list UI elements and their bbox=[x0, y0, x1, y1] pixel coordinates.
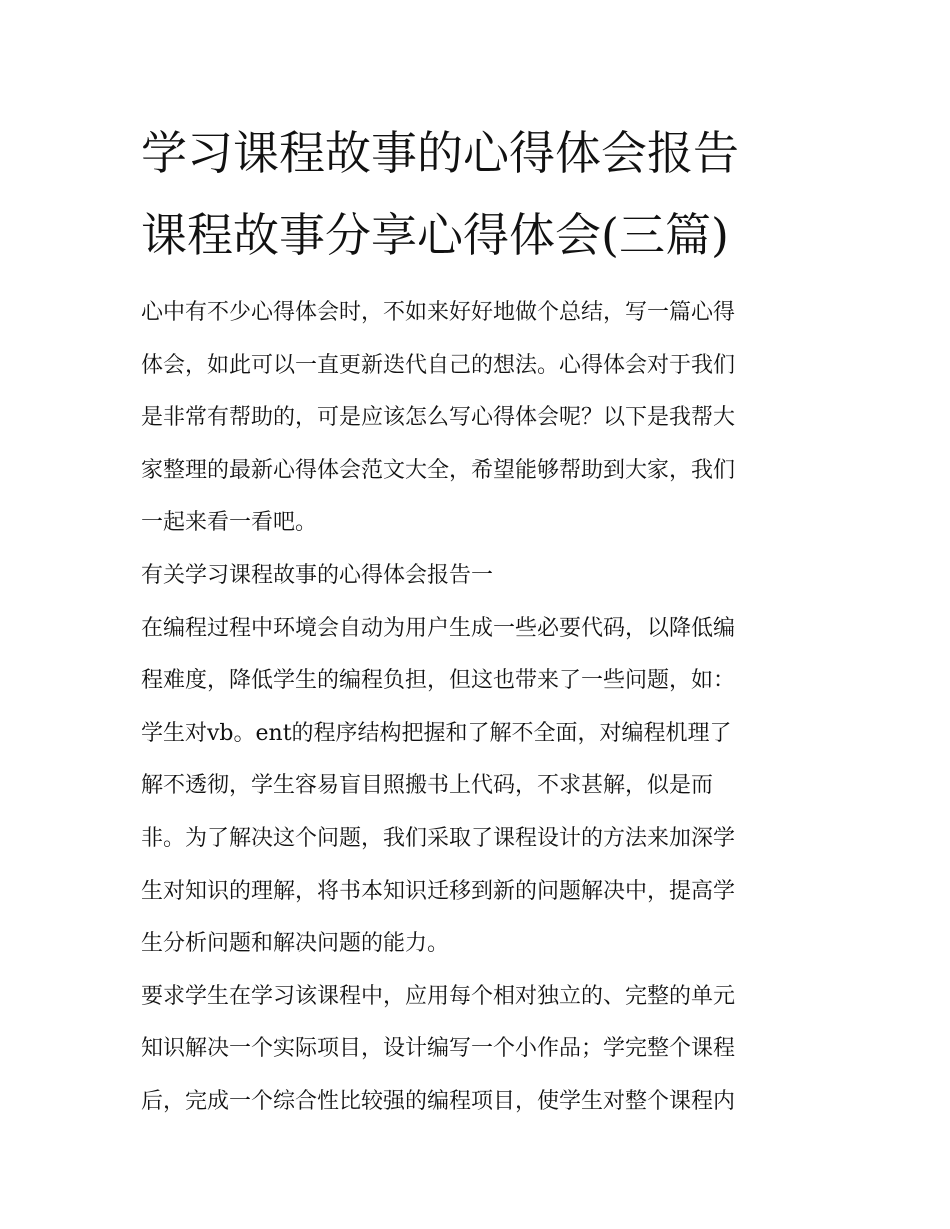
title-line: 课程故事分享心得体会(三篇) bbox=[141, 208, 729, 262]
section-heading bbox=[141, 550, 813, 603]
intro-paragraph bbox=[141, 287, 813, 550]
paragraph-line: 家整理的最新心得体会范文大全，希望能够帮助到大家，我们 bbox=[141, 457, 736, 483]
paragraph-line: 体会，如此可以一直更新迭代自己的想法。心得体会对于我们 bbox=[141, 352, 736, 378]
paragraph-line: 有关学习课程故事的心得体会报告一 bbox=[141, 562, 494, 588]
paragraph-line: 程难度，降低学生的编程负担，但这也带来了一些问题，如： bbox=[141, 668, 736, 694]
paragraph-line: 心中有不少心得体会时，不如来好好地做个总结，写一篇心得 bbox=[141, 300, 736, 325]
paragraph-line: 要求学生在学习该课程中，应用每个相对独立的、完整的单元 bbox=[141, 983, 736, 1009]
paragraph-line: 学生对vb。ent的程序结构把握和了解不全面，对编程机理了 bbox=[141, 720, 732, 746]
document-title bbox=[141, 112, 813, 276]
body-paragraph bbox=[141, 971, 813, 1129]
title-line: 学习课程故事的心得体会报告 bbox=[141, 126, 739, 180]
body-paragraph bbox=[141, 603, 813, 971]
document-content bbox=[141, 112, 813, 1129]
paragraph-line: 生分析问题和解决问题的能力。 bbox=[141, 931, 450, 957]
paragraph-line: 一起来看一看吧。 bbox=[141, 510, 318, 536]
paragraph-line: 非。为了解决这个问题，我们采取了课程设计的方法来加深学 bbox=[141, 825, 736, 851]
paragraph-line: 在编程过程中环境会自动为用户生成一些必要代码，以降低编 bbox=[141, 615, 736, 641]
paragraph-line: 解不透彻，学生容易盲目照搬书上代码，不求甚解，似是而 bbox=[141, 773, 714, 799]
paragraph-line: 生对知识的理解，将书本知识迁移到新的问题解决中，提高学 bbox=[141, 878, 736, 904]
paragraph-line: 知识解决一个实际项目，设计编写一个小作品；学完整个课程 bbox=[141, 1036, 736, 1062]
paragraph-line: 后，完成一个综合性比较强的编程项目，使学生对整个课程内 bbox=[141, 1088, 736, 1114]
paragraph-line: 是非常有帮助的，可是应该怎么写心得体会呢？以下是我帮大 bbox=[141, 405, 736, 431]
